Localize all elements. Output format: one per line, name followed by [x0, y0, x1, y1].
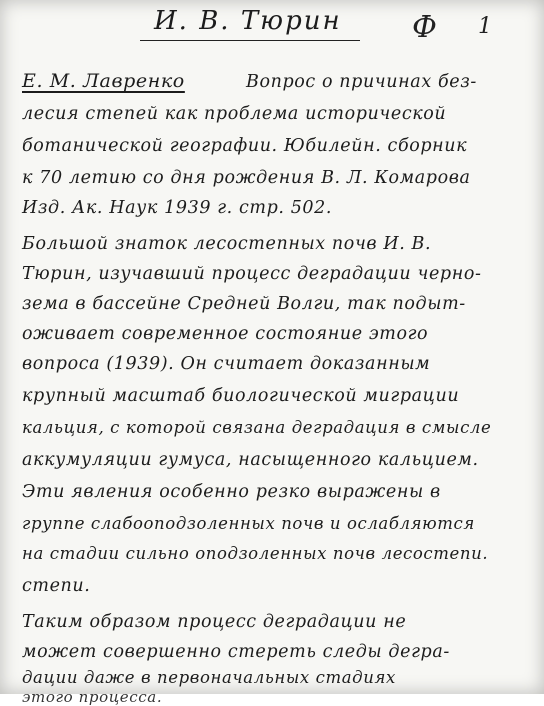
paragraph1-line-5: вопроса (1939). Он считает доказанным — [22, 354, 431, 374]
paragraph1-line-2: Тюрин, изучавший процесс деградации черно- — [22, 264, 482, 284]
citation-line-5: Изд. Ак. Наук 1939 г. стр. 502. — [22, 198, 333, 218]
paragraph2-line-1: Таким образом процесс деградации не — [22, 612, 407, 632]
page-number: 1 — [478, 14, 492, 39]
paragraph2-line-2: может совершенно стереть следы дегра- — [22, 642, 450, 662]
paragraph1-line-6: крупный масштаб биологической миграции — [22, 386, 460, 406]
paragraph1-line-3: зема в бассейне Средней Волги, так подыт- — [22, 294, 466, 314]
paragraph1-line-11: на стадии сильно оподзоленных почв лесостепи. — [22, 544, 489, 563]
citation-line-2: лесия степей как проблема исторической — [22, 104, 447, 124]
paragraph1-line-7: кальция, с которой связана деградация в смысле — [22, 418, 492, 437]
citation-line-4: к 70 летию со дня рождения В. Л. Комарова — [22, 168, 471, 188]
citation-line-1: Вопрос о причинах без- — [246, 72, 477, 92]
paragraph2-line-3: дации даже в первоначальных стадиях — [22, 668, 396, 687]
paragraph1-line-10: группе слабооподзоленных почв и ослабляются — [22, 514, 475, 533]
citation-line-3: ботанической географии. Юбилейн. сборник — [22, 136, 468, 156]
header-name: И. В. Тюрин — [140, 6, 360, 41]
paragraph1-line-8: аккумуляции гумуса, насыщенного кальцием. — [22, 450, 479, 470]
paragraph1-line-4: оживает современное состояние этого — [22, 324, 429, 344]
paragraph1-line-9: Эти явления особенно резко выражены в — [22, 482, 441, 502]
paragraph1-tail: степи. — [22, 576, 91, 596]
paragraph2-line-4: этого процесса. — [22, 688, 163, 706]
paragraph1-line-1: Большой знаток лесостепных почв И. В. — [22, 234, 432, 254]
citation-author: Е. М. Лавренко — [22, 70, 185, 92]
page-mark: Ф — [412, 10, 437, 45]
